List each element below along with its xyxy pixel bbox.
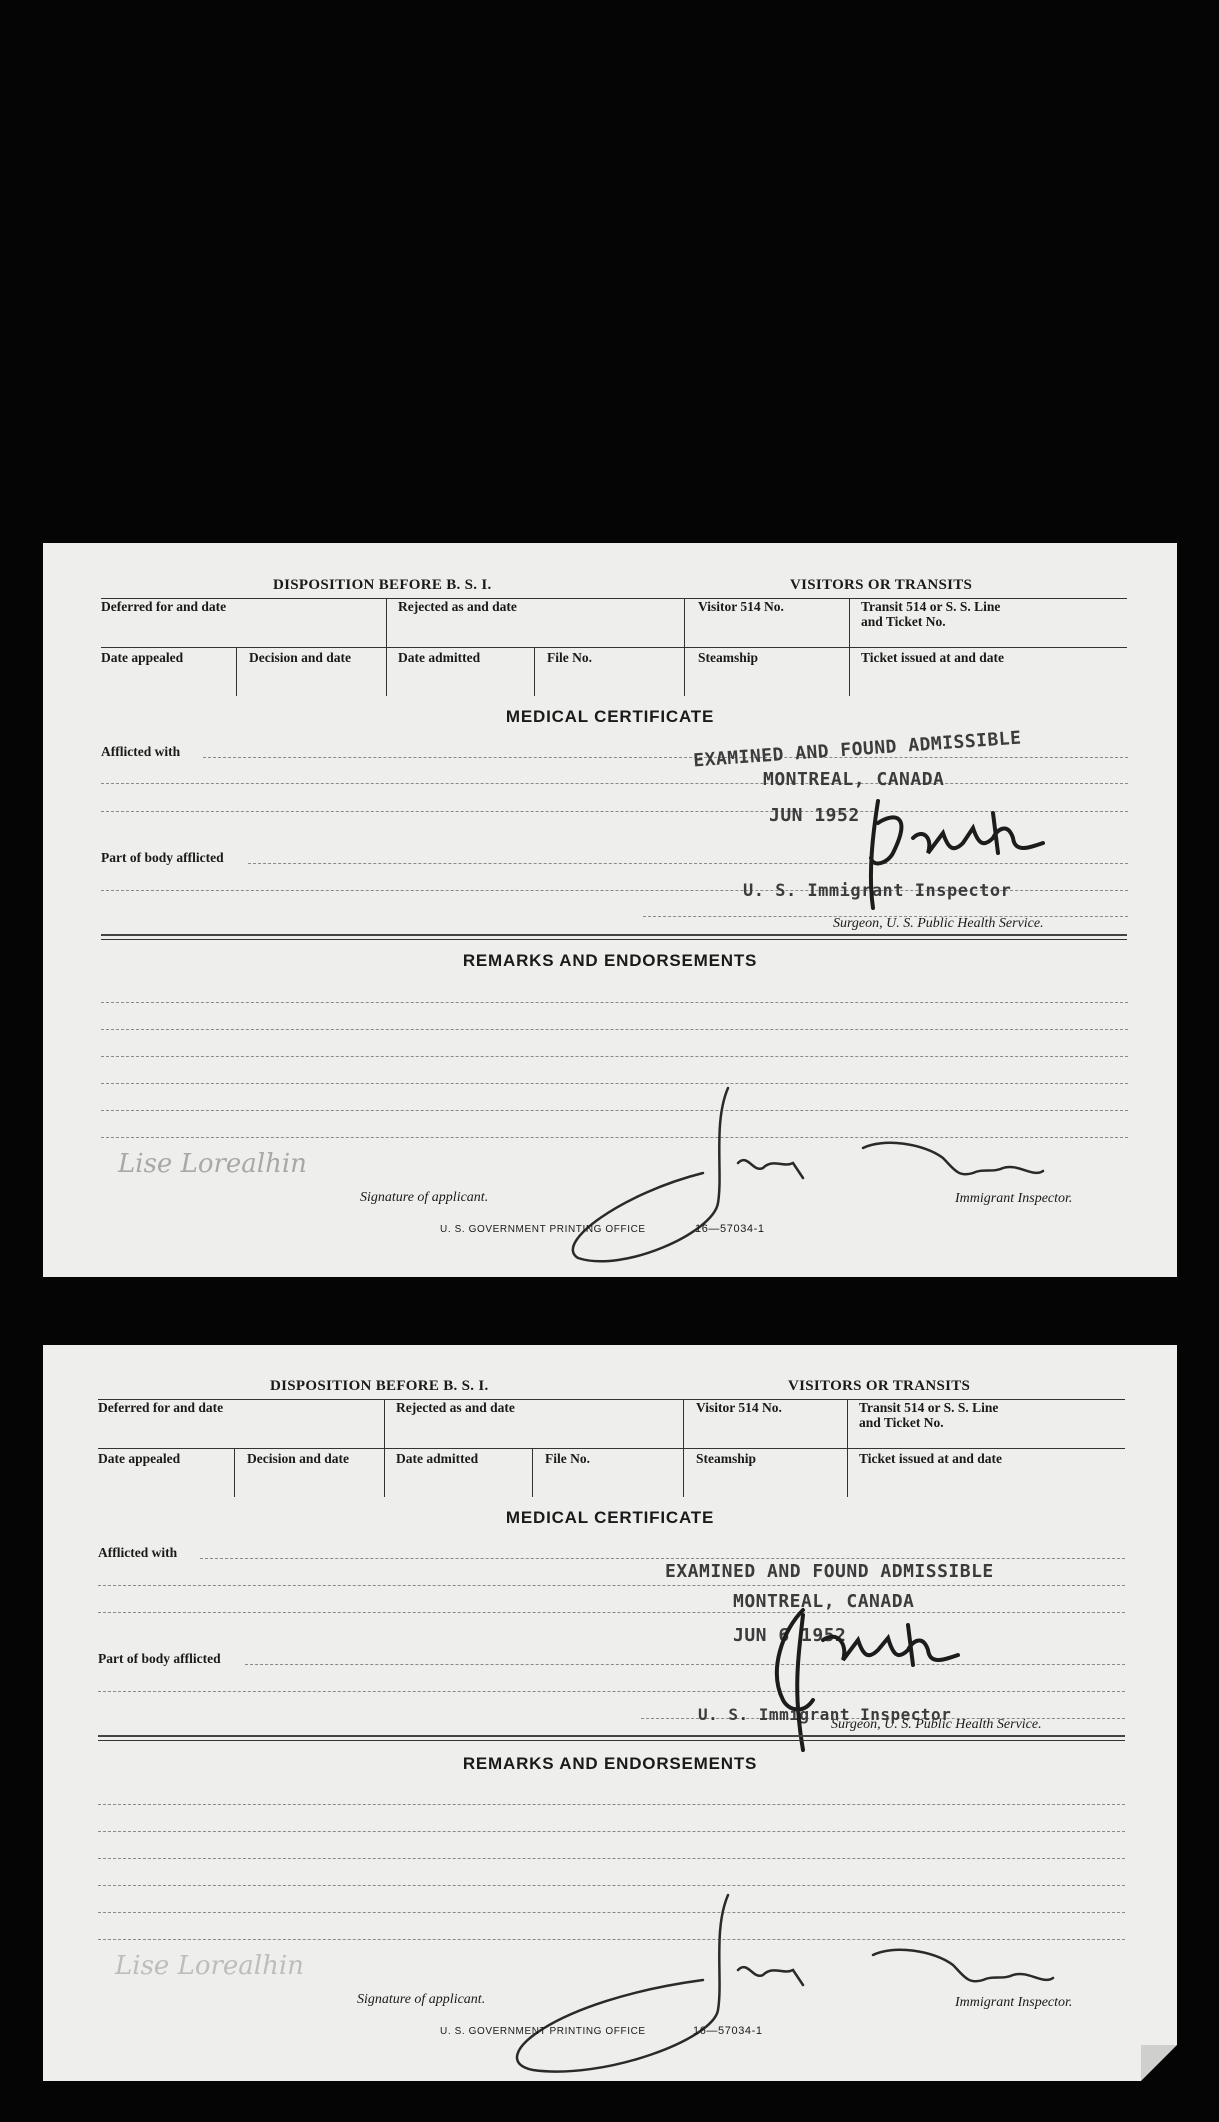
printing-office: U. S. GOVERNMENT PRINTING OFFICE xyxy=(440,1224,646,1235)
stamp-line-1: EXAMINED AND FOUND ADMISSIBLE xyxy=(692,727,1023,772)
stamp-line-3: JUN 6 1952 xyxy=(733,1625,847,1646)
stamp-line-1: EXAMINED AND FOUND ADMISSIBLE xyxy=(665,1561,994,1582)
inspector-stamp-signature xyxy=(833,783,1093,923)
afflicted-label: Afflicted with xyxy=(98,1545,178,1560)
stamp-line-4: U. S. Immigrant Inspector xyxy=(698,1705,952,1724)
deferred-label: Deferred for and date xyxy=(98,1400,224,1415)
immigration-card-2 xyxy=(43,1345,1177,2081)
inspector-signature xyxy=(473,1890,1133,2090)
visitors-header: VISITORS OR TRANSITS xyxy=(790,577,973,593)
medical-certificate-title: MEDICAL CERTIFICATE xyxy=(505,1508,715,1527)
disposition-header: DISPOSITION BEFORE B. S. I. xyxy=(270,1378,489,1394)
transit-label-1: Transit 514 or S. S. Line xyxy=(861,599,1001,614)
transit-label-1: Transit 514 or S. S. Line xyxy=(859,1400,999,1415)
decision-label: Decision and date xyxy=(249,650,352,665)
disposition-header: DISPOSITION BEFORE B. S. I. xyxy=(273,577,492,593)
form-number: 16—57034-1 xyxy=(693,2025,763,2037)
stamp-line-4: U. S. Immigrant Inspector xyxy=(743,881,1012,901)
ticket-issued-label: Ticket issued at and date xyxy=(861,650,1005,665)
medical-certificate-title: MEDICAL CERTIFICATE xyxy=(505,707,715,726)
date-appealed-label: Date appealed xyxy=(101,650,184,665)
inspector-signature xyxy=(563,1083,1163,1283)
applicant-signature: Lise Lorealhin xyxy=(115,1951,304,1981)
steamship-label: Steamship xyxy=(696,1451,757,1466)
visitor-label: Visitor 514 No. xyxy=(698,599,784,614)
transit-label-2: and Ticket No. xyxy=(861,614,946,629)
decision-label: Decision and date xyxy=(247,1451,350,1466)
date-admitted-label: Date admitted xyxy=(396,1451,479,1466)
file-no-label: File No. xyxy=(547,650,592,665)
applicant-signature-label: Signature of applicant. xyxy=(360,1190,489,1205)
afflicted-label: Afflicted with xyxy=(101,744,181,759)
file-no-label: File No. xyxy=(545,1451,590,1466)
remarks-title: REMARKS AND ENDORSEMENTS xyxy=(462,951,758,970)
remarks-title: REMARKS AND ENDORSEMENTS xyxy=(462,1754,758,1773)
visitors-header: VISITORS OR TRANSITS xyxy=(788,1378,971,1394)
visitor-label: Visitor 514 No. xyxy=(696,1400,782,1415)
date-admitted-label: Date admitted xyxy=(398,650,481,665)
applicant-signature: Lise Lorealhin xyxy=(118,1149,307,1179)
form-number: 16—57034-1 xyxy=(695,1223,765,1235)
surgeon-label: Surgeon, U. S. Public Health Service. xyxy=(833,916,1044,931)
inspector-label: Immigrant Inspector. xyxy=(955,1191,1073,1206)
printing-office: U. S. GOVERNMENT PRINTING OFFICE xyxy=(440,2026,646,2037)
date-appealed-label: Date appealed xyxy=(98,1451,181,1466)
ticket-issued-label: Ticket issued at and date xyxy=(859,1451,1003,1466)
folded-corner xyxy=(1141,2045,1177,2081)
deferred-label: Deferred for and date xyxy=(101,599,227,614)
steamship-label: Steamship xyxy=(698,650,759,665)
applicant-signature-label: Signature of applicant. xyxy=(357,1992,486,2007)
stamp-line-2: MONTREAL, CANADA xyxy=(733,1591,915,1612)
rejected-label: Rejected as and date xyxy=(396,1400,515,1415)
immigration-card-1 xyxy=(43,543,1177,1277)
stamp-line-2: MONTREAL, CANADA xyxy=(763,769,945,790)
inspector-label: Immigrant Inspector. xyxy=(955,1995,1073,2010)
part-of-body-label: Part of body afflicted xyxy=(98,1651,221,1666)
rejected-label: Rejected as and date xyxy=(398,599,517,614)
surgeon-label: Surgeon, U. S. Public Health Service. xyxy=(831,1717,1042,1732)
part-of-body-label: Part of body afflicted xyxy=(101,850,224,865)
transit-label-2: and Ticket No. xyxy=(859,1415,944,1430)
stamp-line-3: JUN 1952 xyxy=(769,805,860,826)
